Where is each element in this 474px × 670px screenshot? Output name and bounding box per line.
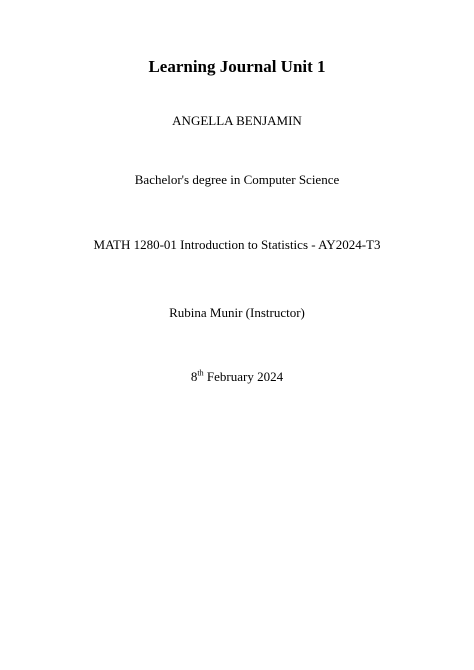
instructor-name: Rubina Munir (Instructor) (169, 305, 305, 320)
degree-program: Bachelor's degree in Computer Science (134, 172, 340, 187)
date-day: 8 (190, 369, 198, 384)
date-month-year: February 2024 (206, 369, 284, 384)
course-name: MATH 1280-01 Introduction to Statistics - AY2024-T3 (93, 237, 381, 252)
date-ordinal-suffix: th (197, 368, 204, 378)
submission-date (0, 369, 474, 385)
document-title: Learning Journal Unit 1 (148, 57, 326, 76)
author-name: ANGELLA BENJAMIN (172, 113, 302, 128)
